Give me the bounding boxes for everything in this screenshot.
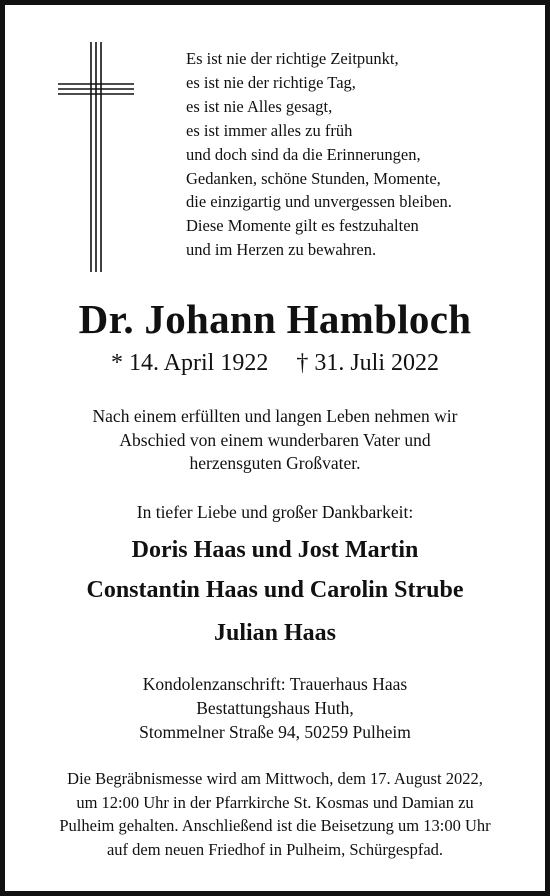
deceased-name: Dr. Johann Hambloch	[78, 296, 472, 342]
poem-line: es ist nie der richtige Tag,	[186, 72, 356, 92]
poem-line: Diese Momente gilt es festzuhalten	[186, 216, 419, 236]
poem-line: Es ist nie der richtige Zeitpunkt,	[186, 49, 399, 68]
address-line: Bestattungshaus Huth,	[196, 698, 354, 718]
funeral-details	[10, 767, 540, 861]
poem-line: es ist nie Alles gesagt,	[186, 96, 333, 116]
cross-icon	[58, 42, 134, 272]
farewell-message	[10, 405, 540, 476]
message-line: herzensguten Großvater.	[189, 453, 361, 473]
funeral-line: um 12:00 Uhr in der Pfarrkirche St. Kosmas und Damian zu	[76, 792, 474, 812]
message-line: Nach einem erfüllten und langen Leben nehmen wir	[92, 406, 458, 426]
address-line: Stommelner Straße 94, 50259 Pulheim	[139, 722, 411, 742]
poem-line: Gedanken, schöne Stunden, Momente,	[186, 168, 441, 188]
funeral-line: Die Begräbnismesse wird am Mittwoch, dem 17. August 2022,	[67, 769, 483, 788]
poem-line: die einzigartig und unvergessen bleiben.	[186, 192, 452, 212]
poem-line: und im Herzen zu bewahren.	[186, 240, 377, 260]
family-member: Constantin Haas und Carolin Strube	[86, 577, 464, 603]
funeral-line: Pulheim gehalten. Anschließend ist die Beisetzung um 13:00 Uhr	[59, 816, 491, 835]
death-date: † 31. Juli 2022	[296, 350, 440, 376]
condolence-address	[10, 672, 540, 744]
poem	[186, 47, 526, 262]
poem-line: und doch sind da die Erinnerungen,	[186, 144, 421, 164]
birth-date: * 14. April 1922	[110, 350, 269, 376]
address-line: Kondolenzanschrift: Trauerhaus Haas	[142, 674, 408, 694]
message-line: Abschied von einem wunderbaren Vater und	[119, 429, 431, 450]
family-member: Doris Haas und Jost Martin	[131, 537, 419, 563]
dedication: In tiefer Liebe und großer Dankbarkeit:	[136, 502, 414, 522]
funeral-line: auf dem neuen Friedhof in Pulheim, Schürgespfad.	[106, 839, 444, 859]
family-member: Julian Haas	[213, 620, 337, 646]
poem-line: es ist immer alles zu früh	[186, 120, 353, 140]
life-dates	[10, 347, 540, 379]
